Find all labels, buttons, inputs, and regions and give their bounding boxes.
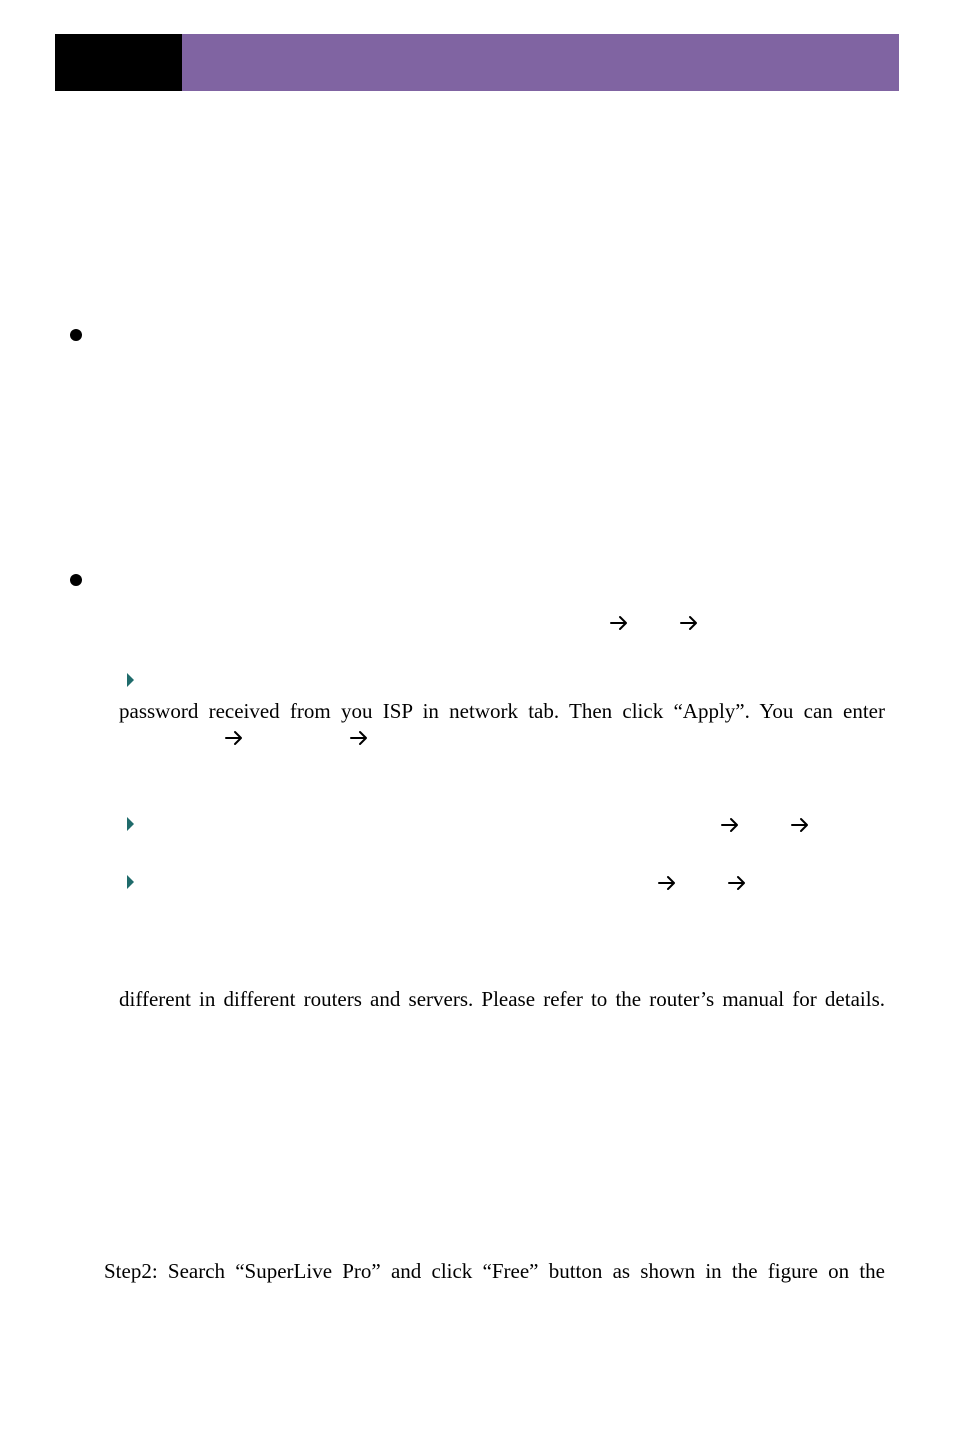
paragraph-line: Step2: Search “SuperLive Pro” and click “Free” button as shown in the figure on the — [104, 1259, 885, 1283]
paragraph-line: different in different routers and servers. Please refer to the router’s manual for details. — [119, 987, 885, 1011]
page-header-bar — [55, 34, 899, 91]
right-arrow-icon — [790, 815, 810, 835]
header-purple-band — [182, 34, 899, 91]
right-arrow-icon — [657, 873, 677, 893]
right-arrow-icon — [349, 728, 369, 748]
header-black-block — [55, 34, 182, 91]
bullet-icon — [70, 574, 82, 586]
right-arrow-icon — [727, 873, 747, 893]
right-arrow-icon — [720, 815, 740, 835]
paragraph-line: password received from you ISP in network tab. Then click “Apply”. You can enter — [119, 699, 885, 723]
bullet-icon — [70, 329, 82, 341]
right-arrow-icon — [609, 613, 629, 633]
triangle-bullet-icon — [127, 875, 134, 889]
right-arrow-icon — [679, 613, 699, 633]
triangle-bullet-icon — [127, 817, 134, 831]
triangle-bullet-icon — [127, 673, 134, 687]
right-arrow-icon — [224, 728, 244, 748]
